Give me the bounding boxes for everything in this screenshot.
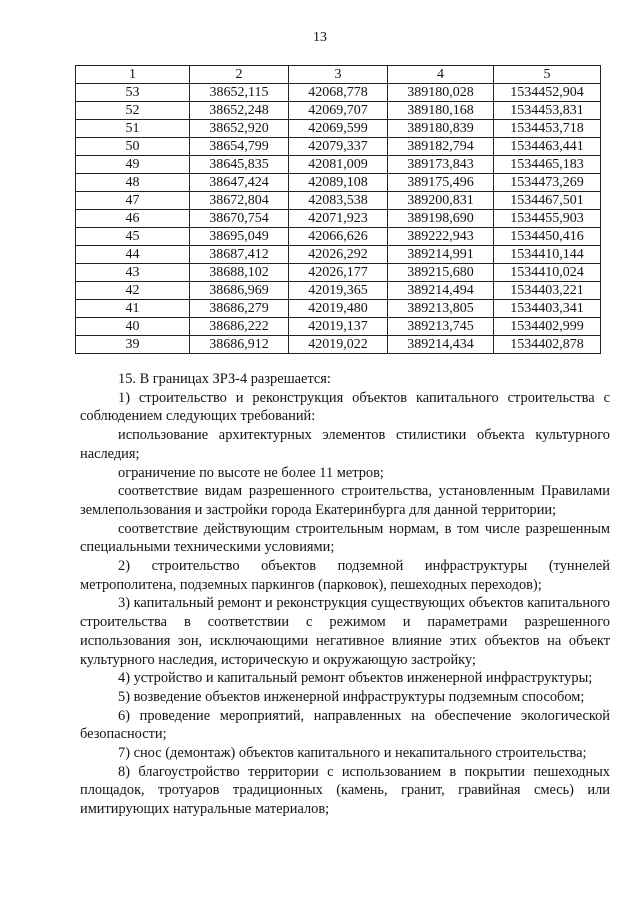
paragraph: 7) снос (демонтаж) объектов капитального и некапитального строительства; [118, 745, 587, 762]
coordinate-cell: 1534410,144 [494, 246, 601, 264]
paragraph: 1) строительство и реконструкция объектов капитального строительства с соблюдением следующих требований: [80, 389, 610, 425]
coordinate-cell: 38645,835 [190, 156, 289, 174]
point-number-cell: 41 [76, 300, 190, 318]
point-number-cell: 53 [76, 84, 190, 102]
paragraph: 2) строительство объектов подземной инфраструктуры (туннелей метрополитена, подземных паркингов (парковок), пешеходных переходов); [80, 558, 610, 593]
table-row [76, 282, 601, 300]
coordinate-cell: 1534467,501 [494, 192, 601, 210]
coordinate-cell: 1534410,024 [494, 264, 601, 282]
coordinate-cell: 389213,745 [388, 318, 494, 336]
coordinate-cell: 1534402,999 [494, 318, 601, 336]
coordinate-cell: 42019,480 [289, 300, 388, 318]
table-row [76, 120, 601, 138]
paragraph: соответствие видам разрешенного строительства, установленным Правилами землепользования и застройки города Екатеринбурга для данной территории; [80, 483, 610, 518]
point-number-cell: 42 [76, 282, 190, 300]
table-row [76, 138, 601, 156]
column-header: 4 [388, 66, 494, 84]
point-number-cell: 52 [76, 102, 190, 120]
coordinate-cell: 42069,599 [289, 120, 388, 138]
coordinate-cell: 38647,424 [190, 174, 289, 192]
coordinate-cell: 1534452,904 [494, 84, 601, 102]
coordinate-cell: 42081,009 [289, 156, 388, 174]
coordinate-cell: 389200,831 [388, 192, 494, 210]
coordinate-cell: 38652,115 [190, 84, 289, 102]
coordinate-cell: 389180,168 [388, 102, 494, 120]
coordinate-cell: 42019,137 [289, 318, 388, 336]
page-number: 13 [313, 30, 327, 45]
table-row [76, 336, 601, 354]
coordinate-cell: 42019,022 [289, 336, 388, 354]
point-number-cell: 47 [76, 192, 190, 210]
point-number-cell: 48 [76, 174, 190, 192]
column-header: 1 [76, 66, 190, 84]
coordinate-cell: 38686,969 [190, 282, 289, 300]
table-row [76, 246, 601, 264]
table-row [76, 156, 601, 174]
column-header: 5 [494, 66, 601, 84]
paragraph: ограничение по высоте не более 11 метров; [118, 464, 384, 481]
coordinate-cell: 389180,028 [388, 84, 494, 102]
coordinate-cell: 42026,177 [289, 264, 388, 282]
point-number-cell: 39 [76, 336, 190, 354]
coordinate-cell: 38686,222 [190, 318, 289, 336]
coordinate-cell: 389214,434 [388, 336, 494, 354]
paragraph: 6) проведение мероприятий, направленных на обеспечение экологической безопасности; [80, 707, 610, 743]
coordinate-cell: 389198,690 [388, 210, 494, 228]
table-row [76, 210, 601, 228]
coordinate-cell: 389180,839 [388, 120, 494, 138]
paragraph: 3) капитальный ремонт и реконструкция существующих объектов капитального строительства в соответствии с режимом и параметрами разрешенного использования зон, исключающими негативное влияние этих объектов на объект культурного наследия, историческую и окружающую застройку; [80, 595, 610, 668]
coordinate-cell: 1534463,441 [494, 138, 601, 156]
coordinate-cell: 42069,707 [289, 102, 388, 120]
coordinate-cell: 389213,805 [388, 300, 494, 318]
point-number-cell: 45 [76, 228, 190, 246]
coordinate-cell: 1534453,718 [494, 120, 601, 138]
coordinate-cell: 42019,365 [289, 282, 388, 300]
coordinate-cell: 38686,912 [190, 336, 289, 354]
paragraph: соответствие действующим строительным нормам, в том числе разрешенным специальными техническими условиями; [80, 520, 610, 556]
coordinate-cell: 42066,626 [289, 228, 388, 246]
document-text [80, 370, 610, 819]
coordinate-cell: 42068,778 [289, 84, 388, 102]
point-number-cell: 44 [76, 246, 190, 264]
coordinate-cell: 38652,920 [190, 120, 289, 138]
table-row [76, 318, 601, 336]
paragraph: 4) устройство и капитальный ремонт объектов инженерной инфраструктуры; [118, 670, 593, 687]
table-header-row [76, 66, 601, 84]
point-number-cell: 51 [76, 120, 190, 138]
table-body [76, 84, 601, 354]
section-heading: 15. В границах ЗРЗ-4 разрешается: [118, 371, 331, 387]
column-header: 2 [190, 66, 289, 84]
coordinate-cell: 1534465,183 [494, 156, 601, 174]
table-row [76, 300, 601, 318]
coordinate-cell: 389173,843 [388, 156, 494, 174]
coordinate-cell: 42089,108 [289, 174, 388, 192]
coordinate-cell: 38695,049 [190, 228, 289, 246]
coordinate-cell: 389215,680 [388, 264, 494, 282]
coordinate-cell: 38654,799 [190, 138, 289, 156]
coordinate-cell: 1534473,269 [494, 174, 601, 192]
coordinate-cell: 38672,804 [190, 192, 289, 210]
point-number-cell: 40 [76, 318, 190, 336]
coordinate-cell: 389222,943 [388, 228, 494, 246]
table-row [76, 228, 601, 246]
coordinate-cell: 42026,292 [289, 246, 388, 264]
coordinate-cell: 42071,923 [289, 210, 388, 228]
coordinate-cell: 1534402,878 [494, 336, 601, 354]
coordinate-cell: 42083,538 [289, 192, 388, 210]
coordinate-cell: 38686,279 [190, 300, 289, 318]
point-number-cell: 49 [76, 156, 190, 174]
coordinate-cell: 1534403,341 [494, 300, 601, 318]
column-header: 3 [289, 66, 388, 84]
coordinate-cell: 38687,412 [190, 246, 289, 264]
coordinate-cell: 38688,102 [190, 264, 289, 282]
coordinate-cell: 389175,496 [388, 174, 494, 192]
coordinate-cell: 389214,494 [388, 282, 494, 300]
table-row [76, 264, 601, 282]
point-number-cell: 50 [76, 138, 190, 156]
table-row [76, 174, 601, 192]
coordinate-cell: 38670,754 [190, 210, 289, 228]
coordinates-table [75, 65, 601, 354]
table-row [76, 192, 601, 210]
point-number-cell: 43 [76, 264, 190, 282]
coordinate-cell: 38652,248 [190, 102, 289, 120]
coordinate-cell: 1534455,903 [494, 210, 601, 228]
paragraph: использование архитектурных элементов стилистики объекта культурного наследия; [80, 427, 610, 462]
coordinate-cell: 389182,794 [388, 138, 494, 156]
coordinate-cell: 1534453,831 [494, 102, 601, 120]
table-row [76, 84, 601, 102]
coordinate-cell: 1534450,416 [494, 228, 601, 246]
point-number-cell: 46 [76, 210, 190, 228]
coordinate-cell: 42079,337 [289, 138, 388, 156]
coordinate-cell: 389214,991 [388, 246, 494, 264]
table-row [76, 102, 601, 120]
paragraph: 5) возведение объектов инженерной инфраструктуры подземным способом; [118, 688, 585, 705]
coordinate-cell: 1534403,221 [494, 282, 601, 300]
paragraph: 8) благоустройство территории с использованием в покрытии пешеходных площадок, тротуаров традиционных (камень, гранит, гравийная смесь) или имитирующих натуральные материалов; [80, 763, 610, 818]
